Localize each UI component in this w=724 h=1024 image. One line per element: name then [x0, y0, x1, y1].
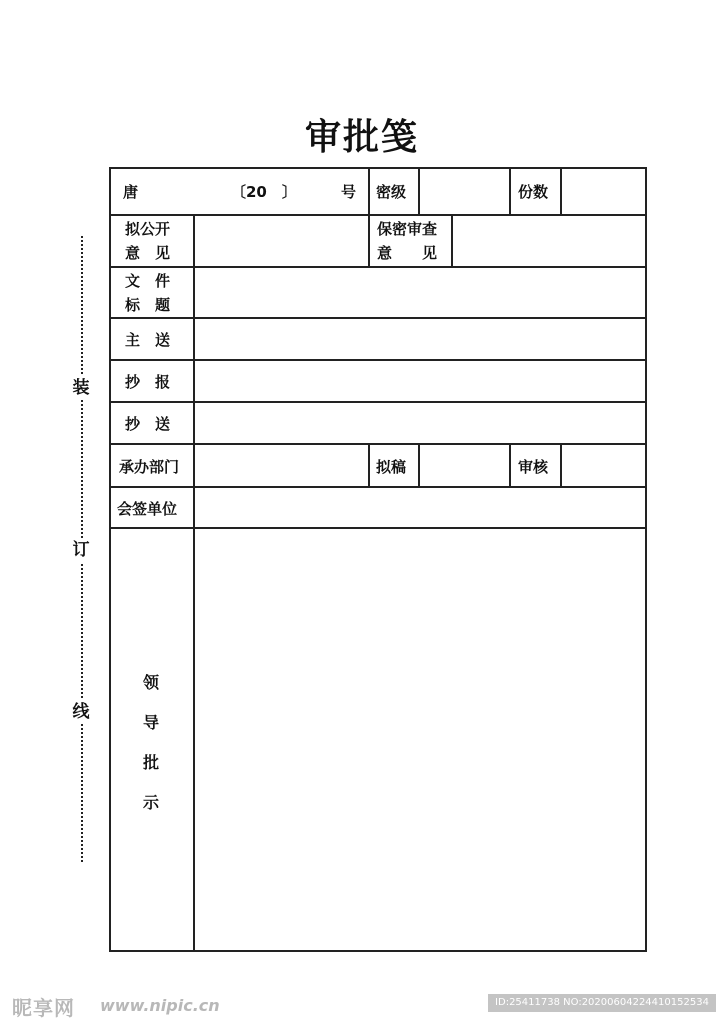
- disclosure-opinion-field[interactable]: [197, 217, 365, 263]
- approval-form: [109, 167, 647, 952]
- disclosure-opinion-label: 拟公开 意 见: [125, 220, 171, 262]
- binding-char-zhuang: 装: [68, 376, 94, 400]
- row-divider: [111, 401, 645, 403]
- doc-title-label: 文 件 标 题: [125, 272, 171, 314]
- col-divider: [560, 169, 562, 214]
- col-divider: [509, 443, 511, 486]
- security-review-field[interactable]: [455, 217, 643, 263]
- watermark-url: www.nipic.cn: [100, 996, 220, 1015]
- page-title: 审批笺: [304, 117, 419, 158]
- row-divider: [111, 527, 645, 529]
- doc-prefix: 唐: [123, 183, 139, 201]
- col-divider: [451, 214, 453, 266]
- secret-level-label: 密级: [376, 183, 407, 201]
- reviewer-field[interactable]: [563, 447, 643, 483]
- leader-instruction-field[interactable]: [197, 531, 643, 949]
- row-divider: [111, 317, 645, 319]
- watermark-logo: 昵享网: [12, 996, 75, 1020]
- main-send-label: 主 送: [125, 331, 171, 349]
- row-divider: [111, 214, 645, 216]
- binding-char-xian: 线: [68, 700, 94, 724]
- leader-instruction-label: 领 导 批 示: [142, 673, 159, 812]
- copy-send-field[interactable]: [197, 405, 643, 441]
- row-divider: [111, 443, 645, 445]
- col-divider: [418, 443, 420, 486]
- secret-level-field[interactable]: [421, 173, 507, 211]
- year-bracket: 〔20 〕: [231, 183, 297, 201]
- doc-title-field[interactable]: [197, 269, 643, 314]
- handling-dept-field[interactable]: [197, 447, 365, 483]
- binding-char-ding: 订: [68, 538, 94, 562]
- countersign-field[interactable]: [197, 490, 643, 525]
- row-divider: [111, 266, 645, 268]
- col-divider: [368, 443, 370, 486]
- watermark-id: ID:25411738 NO:20200604224410152534: [488, 994, 716, 1012]
- col-divider: [560, 443, 562, 486]
- number-suffix: 号: [341, 183, 357, 201]
- countersign-label: 会签单位: [117, 500, 178, 518]
- main-send-field[interactable]: [197, 321, 643, 357]
- row-divider: [111, 359, 645, 361]
- col-divider: [418, 169, 420, 214]
- copies-field[interactable]: [563, 173, 643, 211]
- report-copy-field[interactable]: [197, 363, 643, 399]
- row-divider: [111, 486, 645, 488]
- col-divider: [368, 169, 370, 214]
- handling-dept-label: 承办部门: [119, 458, 180, 476]
- copies-label: 份数: [518, 183, 549, 201]
- reviewer-label: 审核: [518, 458, 549, 476]
- security-review-label: 保密审查 意 见: [377, 220, 438, 262]
- drafter-label: 拟稿: [376, 458, 407, 476]
- col-divider: [509, 169, 511, 214]
- col-divider: [368, 214, 370, 266]
- report-copy-label: 抄 报: [125, 373, 171, 391]
- copy-send-label: 抄 送: [125, 415, 171, 433]
- label-col-divider: [193, 214, 195, 952]
- drafter-field[interactable]: [421, 447, 507, 483]
